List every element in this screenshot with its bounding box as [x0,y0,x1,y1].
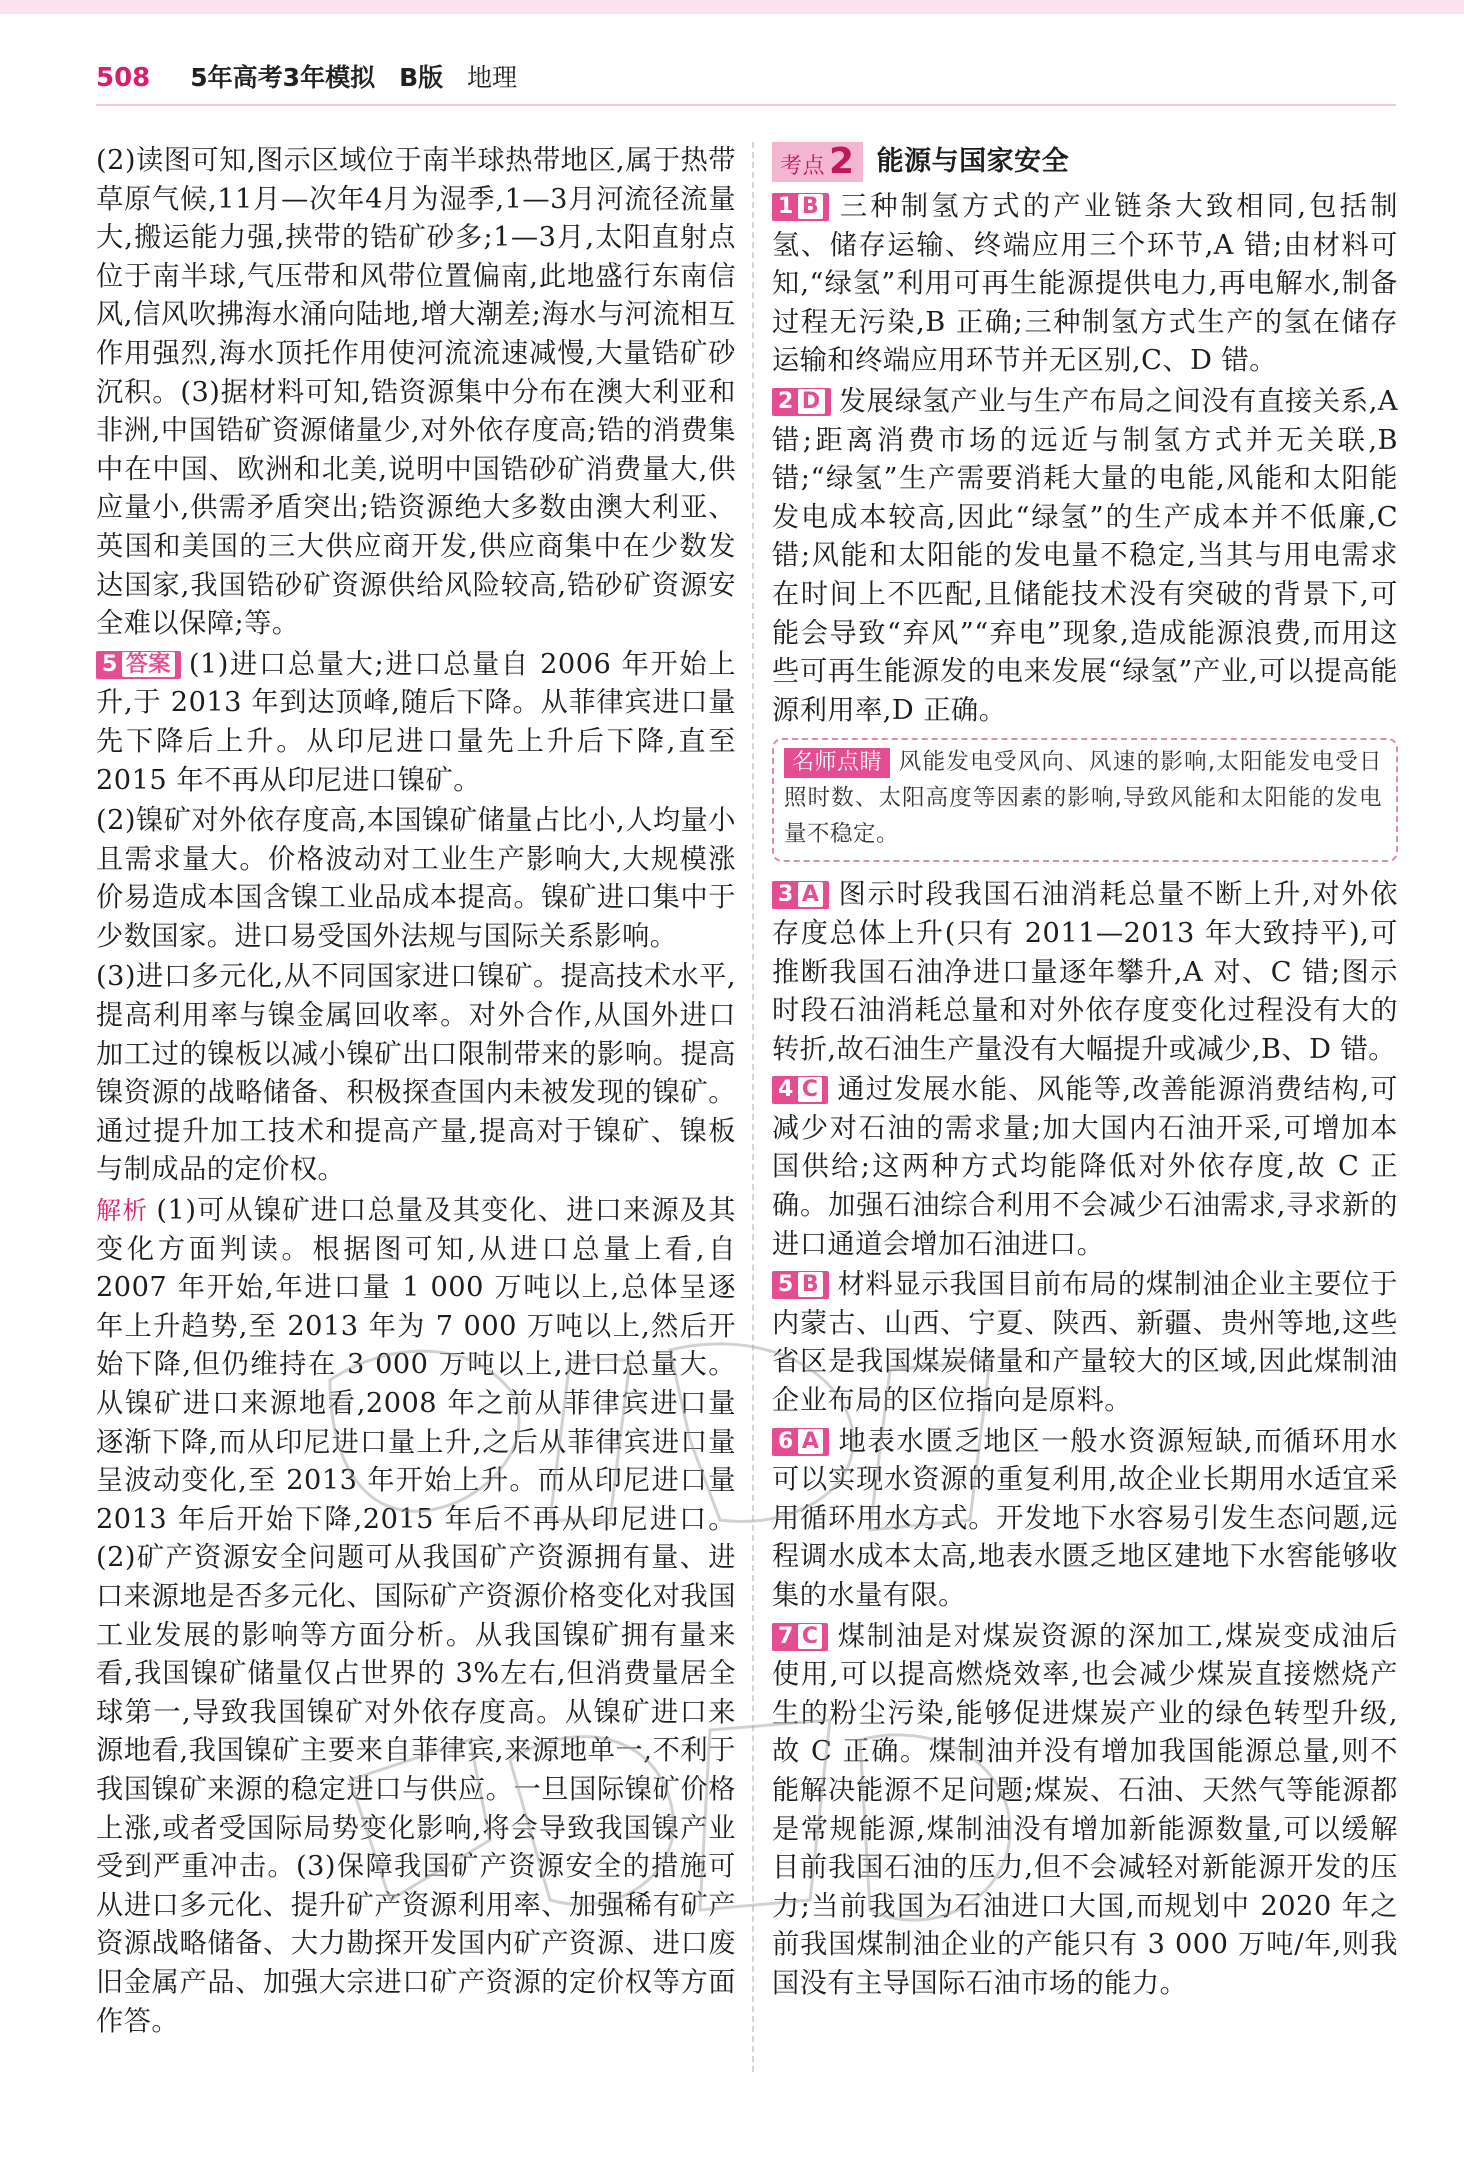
answer-explanation: 通过发展水能、风能等,改善能源消费结构,可减少对石油的需求量;加大国内石油开采,可增加本国供给;这两种方式均能降低对外依存度,故 C 正确。加强石油综合利用不会减少石油需求,寻求新的进口通道会增加石油进口。 [772,1074,1398,1260]
question-5-answer-1 [96,646,736,800]
header-divider [96,104,1396,106]
answer-item [772,383,1398,730]
question-5-number: 5 [102,651,118,677]
answer-letter: C [798,1624,823,1649]
question-number: 3 [778,882,794,908]
question-5-tag [96,651,181,679]
answer-explanation: 三种制氢方式的产业链条大致相同,包括制氢、储存运输、终端应用三个环节,A 错;由材料可知,“绿氢”利用可再生能源提供电力,再电解水,制备过程无污染,B 正确;三种制氢方式生产的氢在储存运输和终端应用环节并无区别,C、D 错。 [772,191,1398,377]
question-number: 5 [778,1272,794,1298]
answer-tag [772,1428,829,1456]
answer-explanation: 材料显示我国目前布局的煤制油企业主要位于内蒙古、山西、宁夏、陕西、新疆、贵州等地,这些省区是我国煤炭储量和产量较大的区域,因此煤制油企业布局的区位指向是原料。 [772,1269,1398,1417]
section-number: 2 [829,141,855,182]
answer-letter: C [798,1077,823,1102]
section-badge-label: 考点 [780,154,826,179]
answer-item [772,1423,1398,1616]
left-column [96,142,736,2043]
section-title: 能源与国家安全 [876,145,1070,177]
answer-item [772,1071,1398,1264]
subject-label: 地理 [467,63,518,92]
question-number: 2 [778,388,794,414]
answer-explanation: 图示时段我国石油消耗总量不断上升,对外依存度总体上升(只有 2011—2013 年大致持平),可推断我国石油净进口量逐年攀升,A 对、C 错;图示时段石油消耗总量和对外依存度变化过程没有大的转折,故石油生产量没有大幅提升或减少,B、D 错。 [772,879,1398,1065]
teacher-tip-text: 风能发电受风向、风速的影响,太阳能发电受日照时数、太阳高度等因素的影响,导致风能和太阳能的发电量不稳定。 [784,749,1382,848]
section-badge [772,142,863,182]
question-5-answer-2: (2)镍矿对外依存度高,本国镍矿储量占比小,人均量小且需求量大。价格波动对工业生产影响大,大规模涨价易造成本国含镍工业品成本提高。镍矿进口集中于少数国家。进口易受国外法规与国际关系影响。 [96,805,736,952]
page-number: 508 [96,63,151,93]
page-header [96,58,517,102]
right-column [772,142,1398,2006]
question-number: 4 [778,1077,794,1103]
answer-tag [772,1076,828,1104]
top-color-strip [0,0,1464,14]
teacher-tip-label: 名师点睛 [784,748,890,778]
section-heading [772,142,1398,182]
answer-letter: B [798,1272,823,1297]
answer-letter: A [798,1429,824,1454]
answer-item [772,876,1398,1069]
question-5-answer-3: (3)进口多元化,从不同国家进口镍矿。提高技术水平,提高利用率与镍金属回收率。对外合作,从国外进口加工过的镍板以减小镍矿出口限制带来的影响。提高镍资源的战略储备、积极探查国内未被发现的镍矿。通过提升加工技术和提高产量,提高对于镍矿、镍板与制成品的定价权。 [96,961,736,1186]
answer-letter: A [798,882,824,907]
answer-tag [772,1271,829,1299]
book-title: 5年高考3年模拟 [190,63,376,92]
edition-label: B版 [399,63,444,92]
question-number: 6 [778,1428,794,1454]
question-number: 7 [778,1623,794,1649]
answer-letter: D [798,389,825,414]
answer-tag [772,1623,828,1651]
analysis-label: 解析 [96,1196,149,1226]
answer-item [772,188,1398,381]
answer-explanation: 地表水匮乏地区一般水资源短缺,而循环用水可以实现水资源的重复利用,故企业长期用水适宜采用循环用水方式。开发地下水容易引发生态问题,远程调水成本太高,地表水匮乏地区建地下水窖能够收集的水量有限。 [772,1425,1398,1611]
answer-label: 答案 [122,652,175,677]
answer-item [772,1266,1398,1420]
teacher-tip-box [772,738,1398,862]
answer-tag [772,881,829,909]
answer-tag [772,193,829,221]
answer-tag [772,388,831,416]
answer-letter: B [798,194,823,219]
question-5-answer-1-text: (1)进口总量大;进口总量自 2006 年开始上升,于 2013 年到达顶峰,随后下降。从菲律宾进口量先下降后上升。从印尼进口量先上升后下降,直至 2015 年不再从印尼进口镍矿。 [96,648,736,796]
column-divider [752,142,754,2072]
question-number: 1 [778,194,794,219]
analysis-text: (1)可从镍矿进口总量及其变化、进口来源及其变化方面判读。根据图可知,从进口总量上看,自 2007 年开始,年进口量 1 000 万吨以上,总体呈逐年上升趋势,至 2013 年为 7 000 万吨以上,然后开始下降,但仍维持在 3 000 万吨以上,进口总量大。从镍矿进口来源地看,2008 年之前从菲律宾进口量逐渐下降,而从印尼进口量上升,之后从菲律宾进口量呈波动变化,至 2013 年开始上升。而从印尼进口量 2013 年后开始下降,2015 年后不再从印尼进口。(2)矿产资源安全问题可从我国矿产资源拥有量、进口来源地是否多元化、国际矿产资源价格变化对我国工业发展的影响等方面分析。从我国镍矿拥有量来看,我国镍矿储量仅占世界的 3%左右,但消费量居全球第一,导致我国镍矿对外依存度高。从镍矿进口来源地看,我国镍矿主要来自菲律宾,来源地单一,不利于我国镍矿来源的稳定进口与供应。一旦国际镍矿价格上涨,或者受国际局势变化影响,将会导致我国镍产业受到严重冲击。(3)保障我国矿产资源安全的措施可从进口多元化、提升矿产资源利用率、加强稀有矿产资源战略储备、大力勘探开发国内矿产资源、进口废旧金属产品、加强大宗进口矿产资源的定价权等方面作答。 [96,1195,736,2037]
answer-explanation: 煤制油是对煤炭资源的深加工,煤炭变成油后使用,可以提高燃烧效率,也会减少煤炭直接燃烧产生的粉尘污染,能够促进煤炭产业的绿色转型升级,故 C 正确。煤制油并没有增加我国能源总量,则不能解决能源不足问题;煤炭、石油、天然气等能源都是常规能源,煤制油没有增加新能源数量,可以缓解目前我国石油的压力,但不会减轻对新能源开发的压力;当前我国为石油进口大国,而规划中 2020 年之前我国煤制油企业的产能只有 3 000 万吨/年,则我国没有主导国际石油市场的能力。 [772,1620,1398,1999]
answer-continuation: (2)读图可知,图示区域位于南半球热带地区,属于热带草原气候,11月—次年4月为湿季,1—3月河流径流量大,搬运能力强,挟带的锆矿砂多;1—3月,太阳直射点位于南半球,气压带和风带位置偏南,此地盛行东南信风,信风吹拂海水涌向陆地,增大潮差;海水与河流相互作用强烈,海水顶托作用使河流流速减慢,大量锆矿砂沉积。(3)据材料可知,锆资源集中分布在澳大利亚和非洲,中国锆矿资源储量少,对外依存度高;锆的消费集中在中国、欧洲和北美,说明中国锆砂矿消费量大,供应量小,供需矛盾突出;锆资源绝大多数由澳大利亚、英国和美国的三大供应商开发,供应商集中在少数发达国家,我国锆砂矿资源供给风险较高,锆砂矿资源安全难以保障;等。 [96,145,736,640]
analysis-paragraph [96,1192,736,2041]
answer-item [772,1618,1398,2004]
answer-explanation: 发展绿氢产业与生产布局之间没有直接关系,A 错;距离消费市场的远近与制氢方式并无关联,B 错;“绿氢”生产需要消耗大量的电能,风能和太阳能发电成本较高,因此“绿氢”的生产成本并不低廉,C 错;风能和太阳能的发电量不稳定,当其与用电需求在时间上不匹配,且储能技术没有突破的背景下,可能会导致“弃风”“弃电”现象,造成能源浪费,而用这些可再生能源发的电来发展“绿氢”产业,可以提高能源利用率,D 正确。 [772,385,1398,726]
